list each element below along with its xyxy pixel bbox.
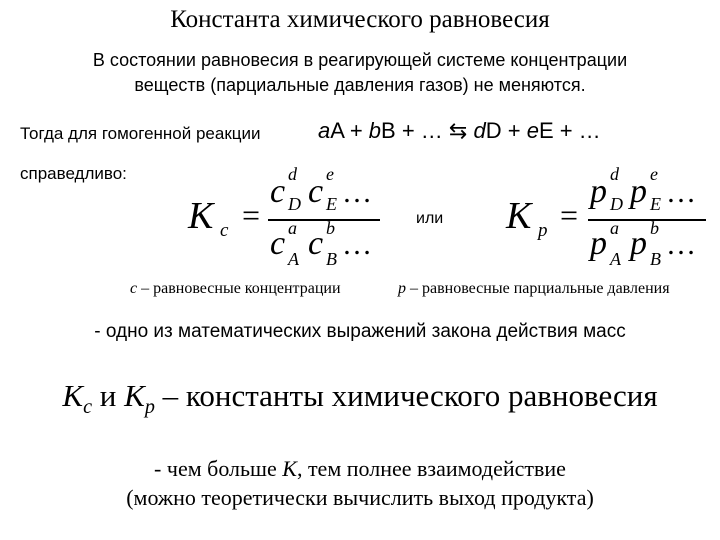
kp-den-sup-2: b [650,218,659,238]
kc-den-sub-1: A [288,249,299,269]
kp-num-sub-2: E [650,194,661,214]
intro-line-1: В состоянии равновесия в реагирующей системе концентрации [92,50,628,70]
or-label: или [416,210,444,227]
kc-den-base-1: c [270,225,286,262]
constants-and: и [92,378,125,413]
intro-text [0,48,720,98]
kc-const-subscript: c [83,396,93,419]
note-line-2: (можно теоретически вычислить выход продукта) [126,485,594,510]
constants-heading [0,378,720,419]
conclusion-note [0,454,720,512]
kp-const-subscript: p [144,396,155,419]
kc-const-symbol: K [62,378,84,413]
constants-text: – константы химического равновесия [154,378,658,413]
kp-den-sub-2: B [650,249,661,269]
caption-p-text: – равновесные парциальные давления [406,280,670,297]
kp-subscript: p [538,220,548,241]
species-a: A + [330,118,369,143]
kp-num-sup-1: d [610,164,619,184]
kp-den-sub-1: A [610,249,621,269]
kp-num-sub-1: D [610,194,623,214]
kc-formula [180,162,390,278]
kc-den-base-2: c [308,225,324,262]
coef-d: d [473,118,486,143]
note-line-1-start: - чем больше [154,456,283,481]
justly-label: справедливо: [20,164,127,183]
kc-symbol: K [188,195,214,237]
caption-c-text: – равновесные концентрации [137,280,341,297]
kp-num-sup-2: e [650,164,658,184]
coef-a: a [318,118,331,143]
kc-subscript: c [220,220,229,241]
kp-den-base-1: p [590,225,607,262]
kc-num-sub-2: E [326,194,337,214]
species-b: B + … [381,118,449,143]
note-k-symbol: K [282,456,297,481]
kc-den-dots: … [342,228,372,261]
kp-const-symbol: K [124,378,145,413]
kc-den-sup-1: a [288,218,297,238]
species-d: D + [485,118,527,143]
kc-num-base-1: c [270,173,286,210]
note-line-1-end: , тем полнее взаимодействие [296,456,566,481]
coef-e: e [526,118,539,143]
reaction-equation [318,118,601,144]
caption-c-symbol: c [130,280,138,297]
kp-formula [500,162,718,278]
coef-b: b [368,118,382,143]
caption-concentrations [130,280,341,298]
equilibrium-arrow-icon: ⇆ [448,118,468,143]
species-e: E + … [538,118,601,143]
kc-num-sup-2: e [326,164,334,184]
note-line-1 [0,454,720,483]
caption-p-symbol: p [398,280,406,297]
kc-num-dots: … [342,176,372,209]
kp-num-dots: … [666,176,696,209]
kp-den-dots: … [666,228,696,261]
kc-den-sup-2: b [326,218,335,238]
kp-den-sup-1: a [610,218,619,238]
homogeneous-reaction-label: Тогда для гомогенной реакции [20,124,261,143]
kp-den-base-2: p [630,225,647,262]
kp-num-base-1: p [590,173,607,210]
intro-line-2: веществ (парциальные давления газов) не меняются. [134,75,586,95]
kp-num-base-2: p [630,173,647,210]
page-title: Константа химического равновесия [170,6,550,33]
kc-equals: = [242,197,261,233]
kc-num-sub-1: D [288,194,301,214]
caption-pressures [398,280,670,298]
kp-symbol: K [506,195,532,237]
mass-action-law-note: - одно из математических выражений закона действия масс [94,321,626,342]
kc-den-sub-2: B [326,249,337,269]
kc-num-sup-1: d [288,164,297,184]
kc-num-base-2: c [308,173,324,210]
kp-equals: = [560,197,579,233]
